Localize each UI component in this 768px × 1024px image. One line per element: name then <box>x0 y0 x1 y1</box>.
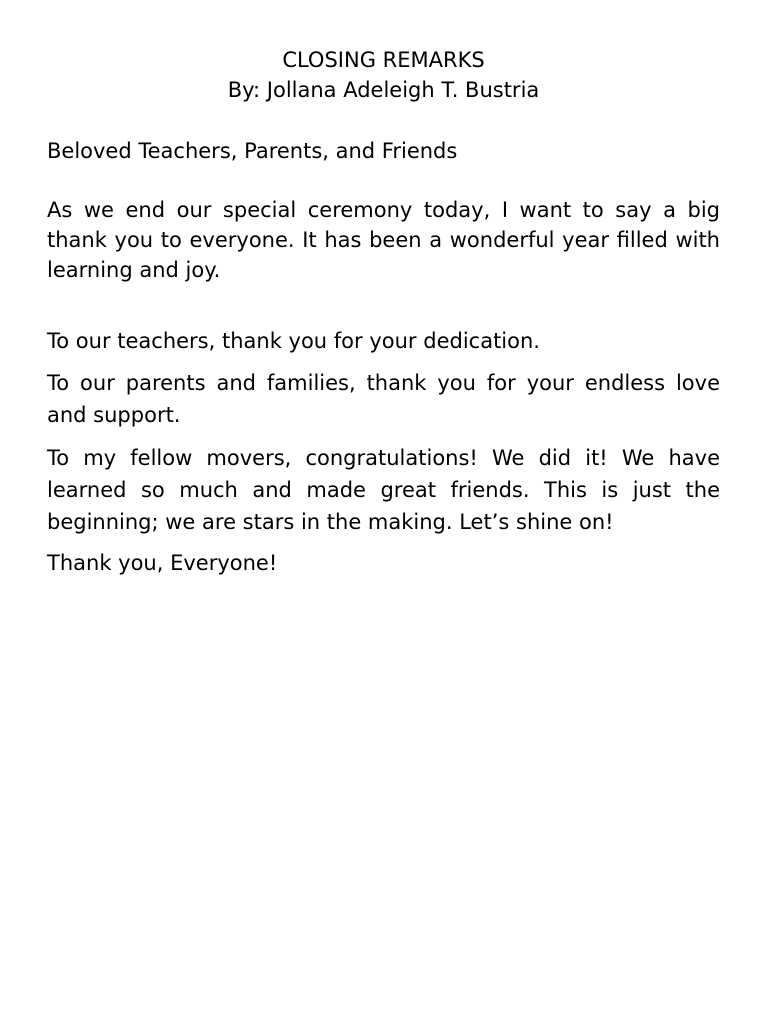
paragraph-movers: To my fellow movers, congratulations! We did it! We have learned so much and made great friends. This is just the beginning; we are stars in the making. Let’s shine on! <box>47 446 720 534</box>
salutation: Beloved Teachers, Parents, and Friends <box>47 139 458 163</box>
paragraph-thanks: Thank you, Everyone! <box>47 551 278 575</box>
paragraph-intro: As we end our special ceremony today, I want to say a big thank you to everyone. It has been a wonderful year filled with learning and joy. <box>47 198 720 282</box>
paragraph-teachers: To our teachers, thank you for your dedication. <box>47 329 540 353</box>
document-title: CLOSING REMARKS <box>282 48 485 72</box>
author-byline: By: Jollana Adeleigh T. Bustria <box>227 78 540 102</box>
document-body <box>47 45 720 578</box>
paragraph-parents: To our parents and families, thank you for your endless love and support. <box>47 371 720 427</box>
